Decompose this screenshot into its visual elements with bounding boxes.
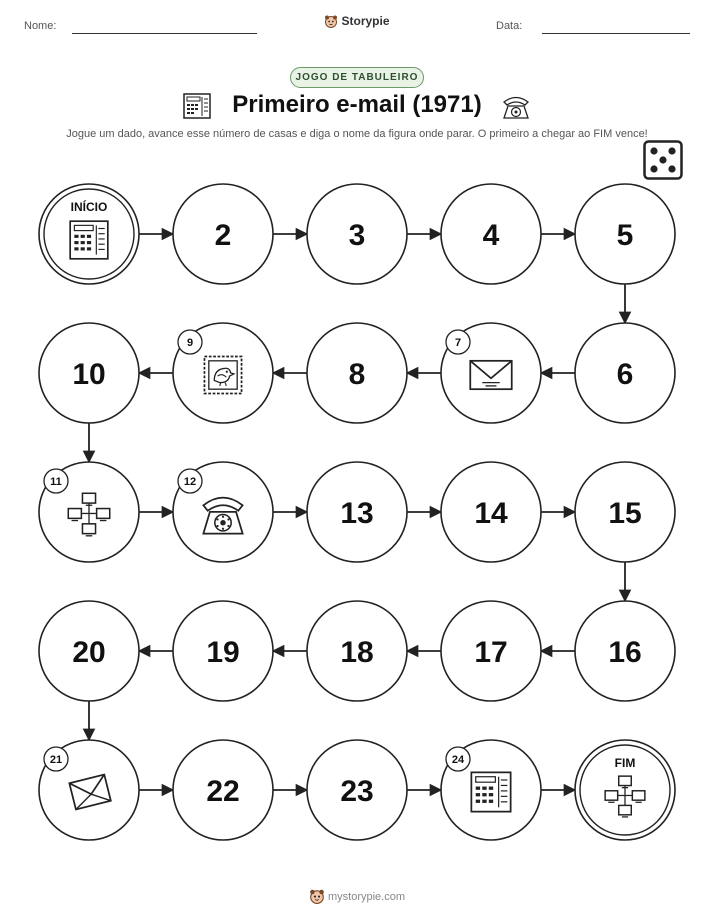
board-space-3 [307, 184, 407, 284]
board-space-23 [307, 740, 407, 840]
board-space-11 [39, 462, 139, 562]
page-title: Primeiro e-mail (1971) [232, 91, 482, 118]
mainframe-computer-icon [471, 772, 510, 811]
space-number: 18 [340, 636, 374, 669]
space-number: 15 [608, 497, 642, 530]
board-space-2 [173, 184, 273, 284]
board-space-21 [39, 740, 139, 840]
space-number: 19 [206, 636, 240, 669]
board-space-4 [441, 184, 541, 284]
board-space-20 [39, 601, 139, 701]
space-number: 6 [616, 358, 634, 391]
board-space-13 [307, 462, 407, 562]
space-number: 16 [608, 636, 642, 669]
space-number: 14 [474, 497, 508, 530]
board-space-22 [173, 740, 273, 840]
footer [0, 888, 714, 907]
board-space-15 [575, 462, 675, 562]
board-space-9 [173, 323, 273, 423]
space-number: 11 [50, 476, 62, 488]
postage-stamp-icon [204, 356, 241, 393]
board-space-25 [575, 740, 675, 840]
space-label: INÍCIO [70, 200, 108, 214]
space-number: 22 [206, 775, 240, 808]
rotary-phone-icon [203, 498, 242, 534]
space-label: FIM [614, 756, 636, 770]
space-number: 8 [348, 358, 366, 391]
board-space-8 [307, 323, 407, 423]
board-space-7 [441, 323, 541, 423]
date-label: Data: [496, 20, 523, 32]
space-number: 12 [183, 476, 197, 488]
space-number: 3 [348, 219, 366, 252]
storypie-logo-icon [309, 888, 325, 907]
board-space-10 [39, 323, 139, 423]
space-number: 4 [482, 219, 500, 252]
board-space-5 [575, 184, 675, 284]
space-number: 13 [340, 497, 374, 530]
space-number: 7 [454, 337, 462, 349]
board-space-16 [575, 601, 675, 701]
mainframe-computer-icon [70, 221, 108, 259]
board-space-6 [575, 323, 675, 423]
instructions: Jogue um dado, avance esse número de casas e diga o nome da figura onde parar. O primeiro a chegar ao FIM vence! [66, 128, 648, 140]
board-space-1 [39, 184, 139, 284]
space-number: 2 [214, 219, 232, 252]
brand-name: Storypie [341, 14, 390, 28]
space-number: 5 [616, 219, 634, 252]
space-number: 23 [340, 775, 374, 808]
space-number: 10 [72, 358, 106, 391]
envelope-icon [470, 361, 511, 389]
space-number: 9 [186, 337, 194, 349]
name-label: Nome: [24, 20, 57, 32]
category-badge: JOGO DE TABULEIRO [290, 67, 424, 88]
board-space-17 [441, 601, 541, 701]
space-number: 17 [474, 636, 508, 669]
board-space-12 [173, 462, 273, 562]
board-space-18 [307, 601, 407, 701]
space-number: 20 [72, 636, 106, 669]
space-number: 21 [49, 754, 63, 766]
board-space-24 [441, 740, 541, 840]
board-space-19 [173, 601, 273, 701]
space-number: 24 [451, 754, 465, 766]
footer-url[interactable]: mystorypie.com [327, 891, 406, 903]
board-space-14 [441, 462, 541, 562]
